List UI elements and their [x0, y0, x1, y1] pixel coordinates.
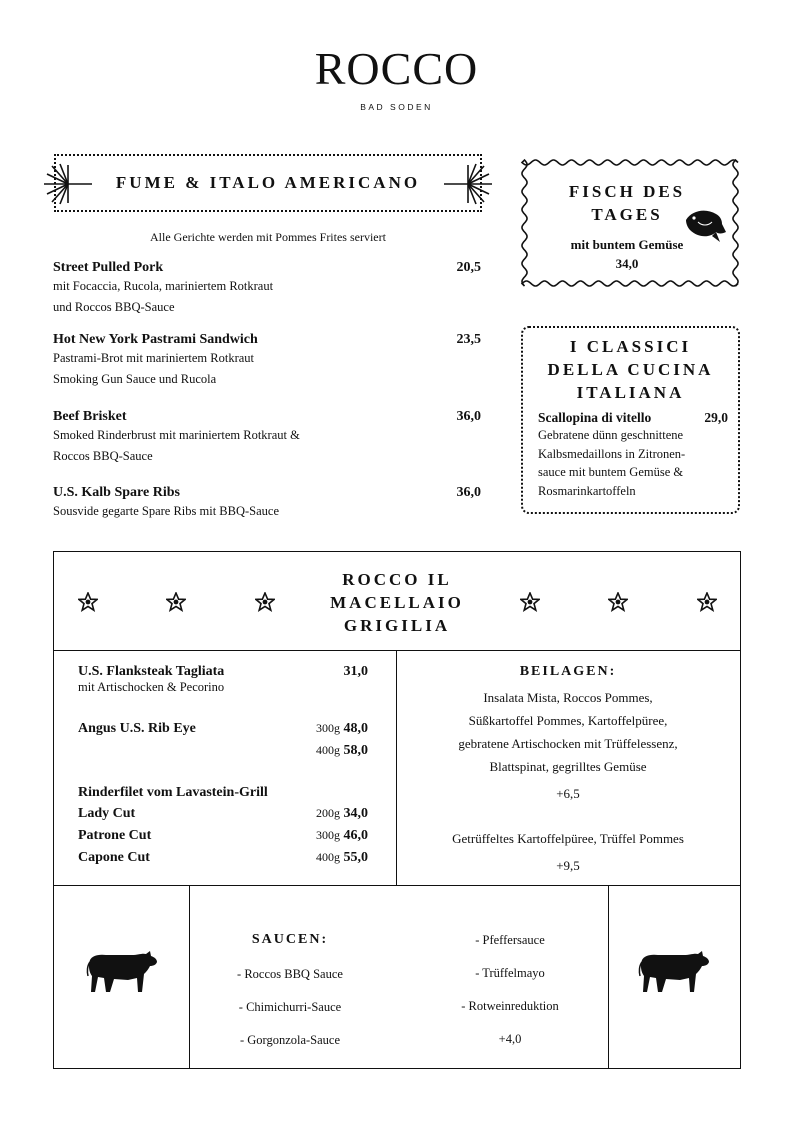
cow-icon	[86, 948, 158, 996]
item-description: Smoked Rinderbrust mit mariniertem Rotkraut &	[53, 428, 300, 442]
item-description: Sousvide gegarte Spare Ribs mit BBQ-Sauce	[53, 504, 280, 518]
restaurant-location: BAD SODEN	[360, 102, 433, 112]
fume-section-note: Alle Gerichte werden mit Pommes Frites serviert	[150, 230, 386, 244]
fisch-section-title: FISCH DES TAGES	[568, 182, 686, 224]
beilagen-line: Blattspinat, gegrilltes Gemüse	[489, 759, 647, 774]
item-description: Gebratene dünn geschnittene	[538, 428, 684, 442]
beilagen-line: gebratene Artischocken mit Trüffelessenz,	[458, 736, 678, 751]
item-name: Street Pulled Pork	[53, 260, 164, 275]
filet-heading: Rinderfilet vom Lavastein-Grill	[78, 785, 268, 800]
star-icon	[608, 592, 628, 612]
menu-item	[78, 664, 368, 695]
star-icon	[697, 592, 717, 612]
beilagen-price: +6,5	[556, 786, 580, 801]
beilagen-section	[398, 664, 738, 877]
menu-item	[78, 850, 368, 866]
item-price: 300g 46,0	[316, 828, 368, 843]
item-name: U.S. Flanksteak Tagliata	[78, 664, 225, 679]
cow-icon	[638, 948, 710, 996]
item-name: Hot New York Pastrami Sandwich	[53, 332, 258, 347]
sauce-item: - Pfeffersauce	[475, 933, 545, 947]
item-description: Rosmarinkartoffeln	[538, 483, 636, 498]
item-name: Capone Cut	[78, 850, 150, 865]
star-icon	[166, 592, 186, 612]
item-price: 400g 55,0	[316, 850, 368, 865]
item-price: 20,5	[456, 260, 481, 275]
menu-item	[53, 485, 481, 522]
menu-item	[78, 806, 368, 822]
item-price: 400g 58,0	[316, 743, 368, 758]
sauce-item: - Rotweinreduktion	[461, 999, 559, 1013]
divider	[396, 650, 397, 886]
fish-icon	[682, 204, 728, 246]
item-description: mit Artischocken & Pecorino	[78, 680, 225, 694]
beilagen-line: Insalata Mista, Roccos Pommes,	[483, 690, 653, 705]
saucen-section-2	[412, 924, 608, 1056]
item-price: 31,0	[343, 664, 368, 679]
sauce-item: - Roccos BBQ Sauce	[237, 967, 343, 981]
item-name: Patrone Cut	[78, 828, 152, 843]
menu-item	[78, 721, 368, 737]
fume-section-title: FUME & ITALO AMERICANO	[115, 173, 421, 192]
menu-item	[538, 410, 728, 500]
star-icon	[78, 592, 98, 612]
item-name: Lady Cut	[78, 806, 136, 821]
beilagen-line: Süßkartoffel Pommes, Kartoffelpüree,	[468, 713, 668, 728]
beilagen-heading: BEILAGEN:	[519, 664, 617, 679]
menu-item	[53, 409, 481, 467]
sauce-item: - Gorgonzola-Sauce	[239, 1033, 341, 1047]
divider	[53, 650, 741, 651]
item-name: Beef Brisket	[53, 409, 127, 424]
item-description: sauce mit buntem Gemüse &	[538, 465, 684, 479]
item-price: 29,0	[704, 410, 728, 425]
item-price: 36,0	[456, 409, 481, 424]
item-price: 300g 48,0	[316, 721, 368, 736]
saucen-section	[190, 932, 390, 1057]
menu-item	[53, 260, 481, 318]
restaurant-name: ROCCO	[314, 43, 479, 94]
item-description: Kalbsmedaillons in Zitronen-	[538, 446, 686, 461]
fisch-description: mit buntem Gemüse 34,0	[524, 235, 730, 273]
divider	[53, 885, 741, 886]
saucen-price: +4,0	[498, 1032, 522, 1046]
item-description: und Roccos BBQ-Sauce	[53, 300, 175, 314]
sauce-item: - Chimichurri-Sauce	[238, 1000, 342, 1014]
item-price: 36,0	[456, 485, 481, 500]
beilagen-extra: Getrüffeltes Kartoffelpüree, Trüffel Pommes	[452, 831, 684, 846]
item-price: 23,5	[456, 332, 481, 347]
menu-item	[53, 332, 481, 390]
divider	[608, 885, 609, 1069]
menu-item	[78, 828, 368, 844]
classici-section-title: I CLASSICI DELLA CUCINA ITALIANA	[547, 337, 714, 402]
item-description: Pastrami-Brot mit mariniertem Rotkraut	[53, 351, 255, 365]
saucen-heading: SAUCEN:	[251, 932, 329, 947]
fisch-price: 34,0	[615, 256, 639, 271]
star-icon	[520, 592, 540, 612]
item-description: Smoking Gun Sauce und Rucola	[53, 372, 217, 386]
grill-section-title: ROCCO IL MACELLAIO GRIGILIA	[330, 570, 464, 635]
star-icon	[255, 592, 275, 612]
item-name: Angus U.S. Rib Eye	[78, 721, 196, 736]
beilagen-extra-price: +9,5	[556, 858, 580, 873]
item-name: Scallopina di vitello	[538, 410, 652, 425]
item-description: Roccos BBQ-Sauce	[53, 449, 153, 463]
item-name: U.S. Kalb Spare Ribs	[53, 485, 180, 500]
item-price: 200g 34,0	[316, 806, 368, 821]
item-description: mit Focaccia, Rucola, mariniertem Rotkraut	[53, 279, 274, 293]
sauce-item: - Trüffelmayo	[475, 966, 545, 980]
